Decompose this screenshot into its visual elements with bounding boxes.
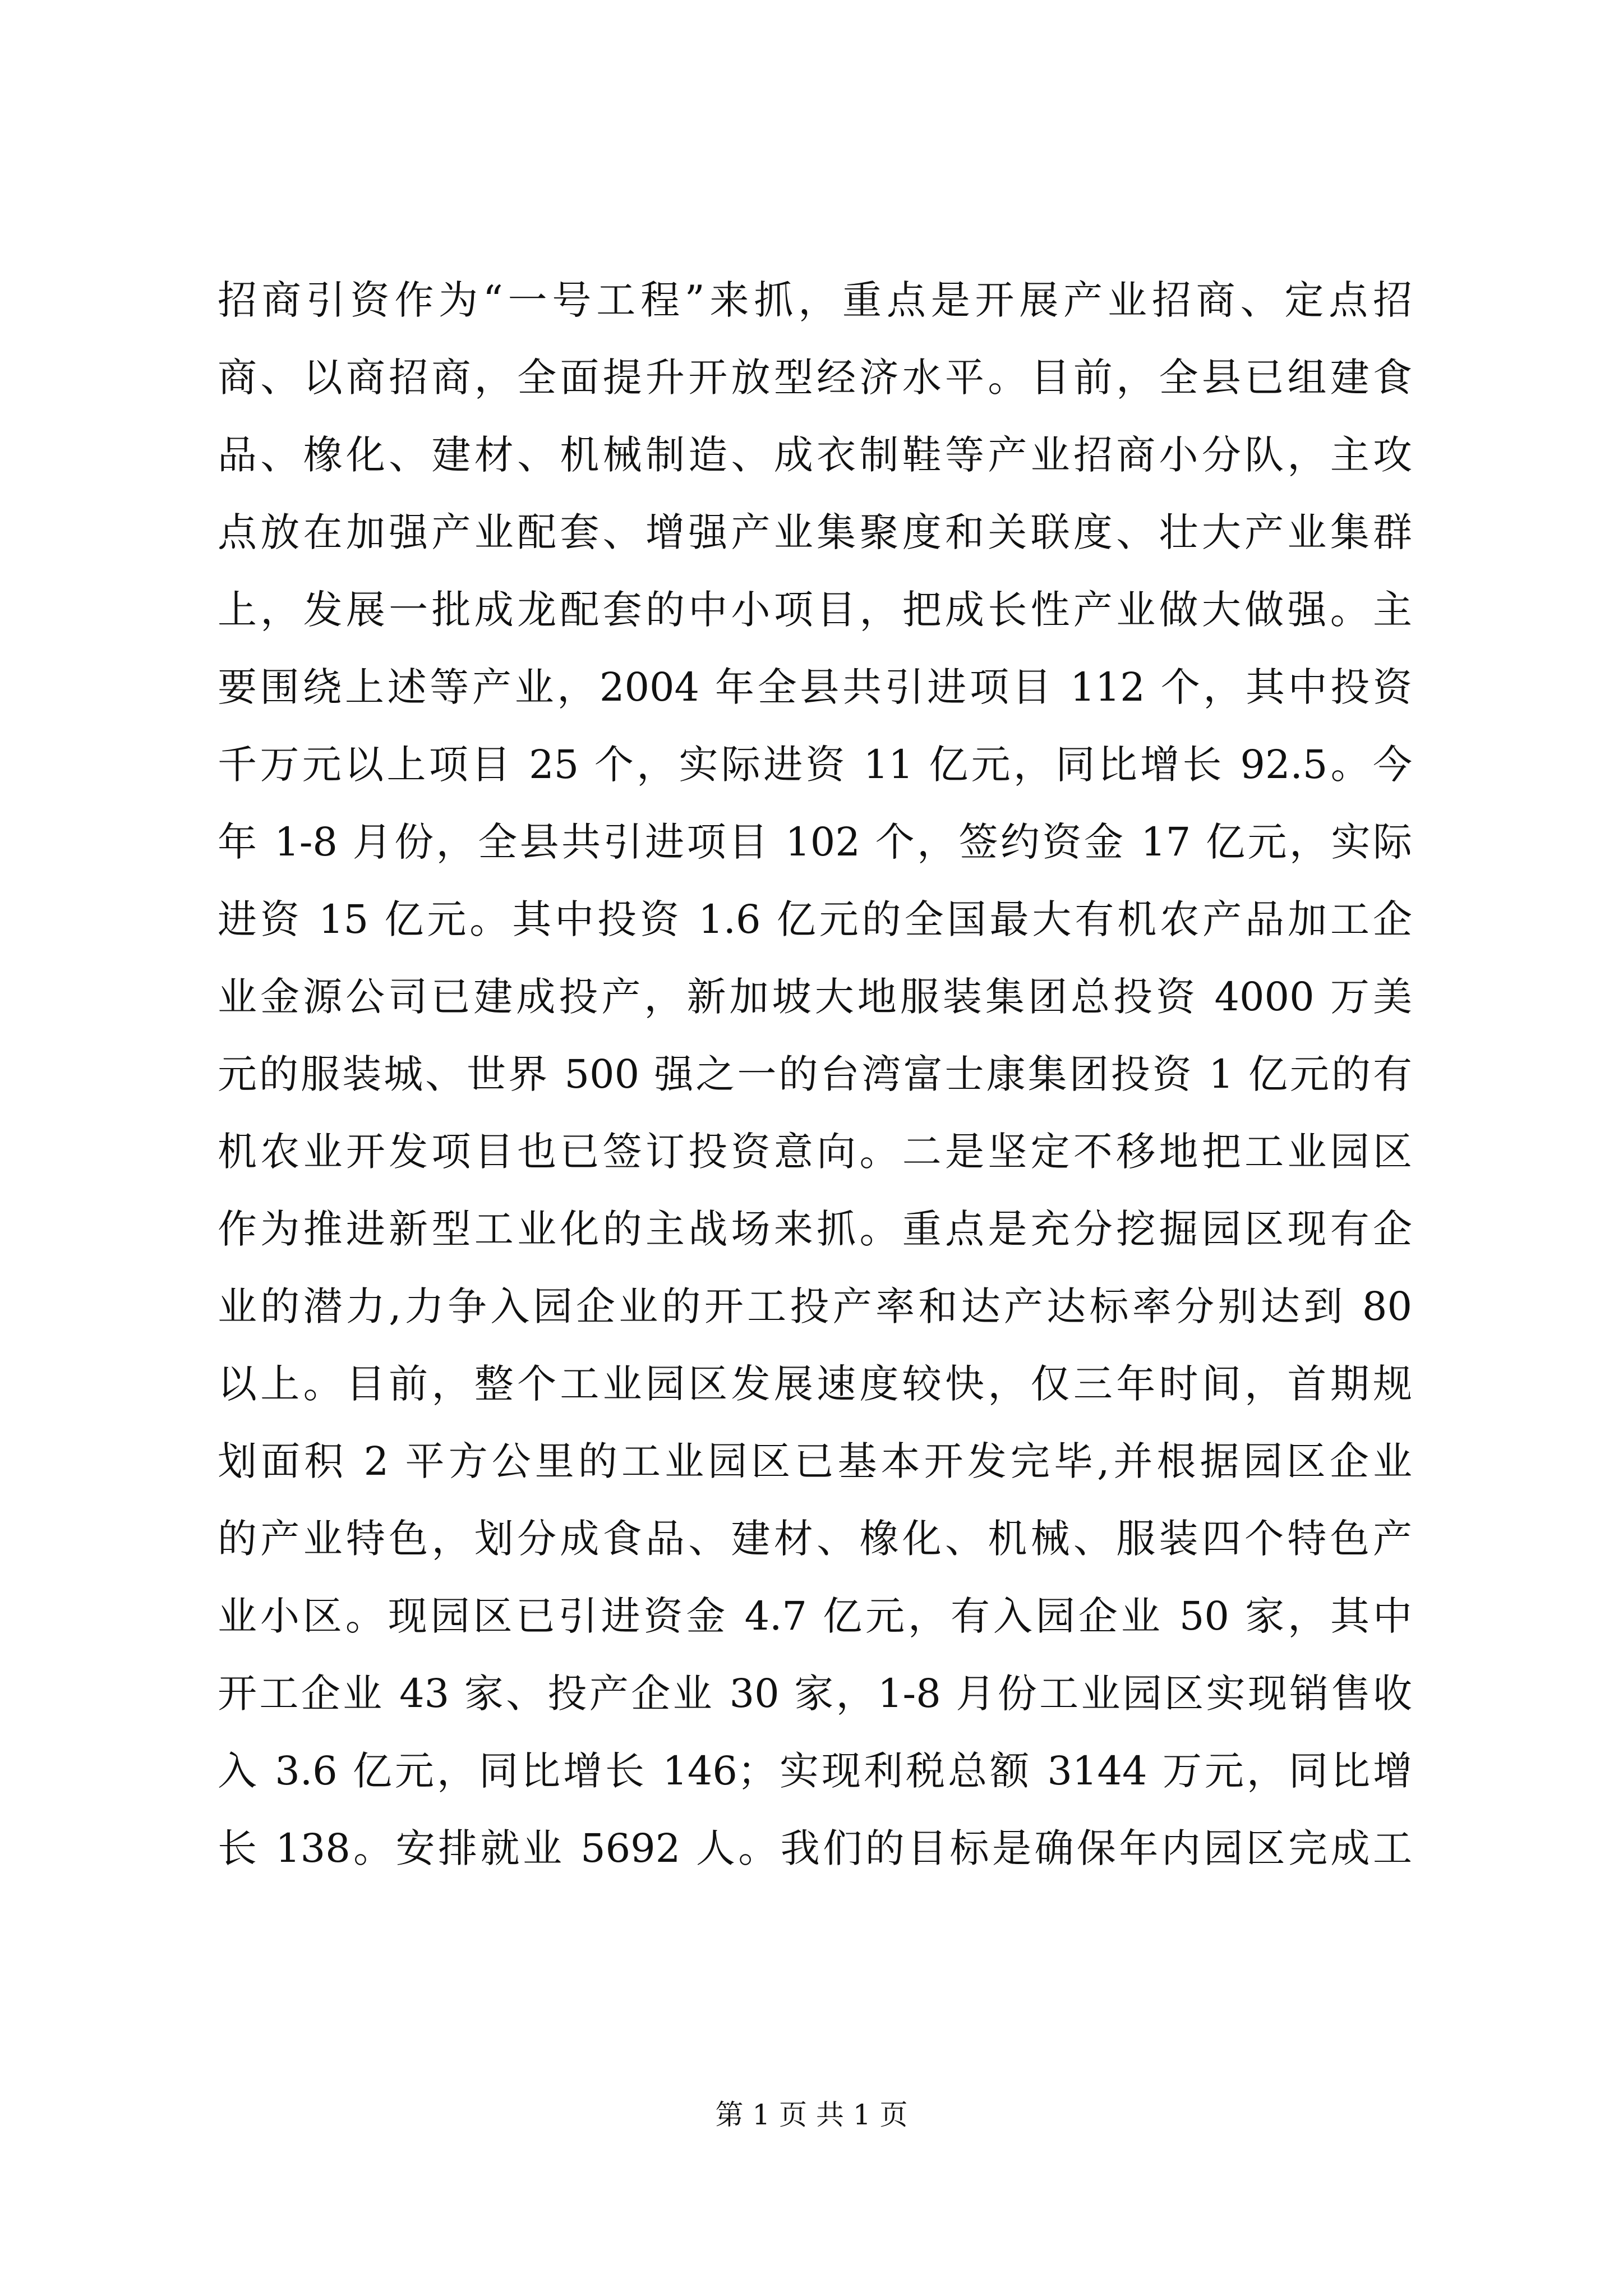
body-text (218, 261, 1412, 1887)
text-line: 品、橡化、建材、机械制造、成衣制鞋等产业招商小分队，主攻 (218, 432, 1412, 478)
text-line: 业小区。现园区已引进资金 4.7 亿元，有入园企业 50 家，其中 (218, 1593, 1412, 1639)
text-line: 入 3.6 亿元，同比增长 146；实现利税总额 3144 万元，同比增 (218, 1748, 1412, 1794)
text-line: 商、以商招商，全面提升开放型经济水平。目前，全县已组建食 (218, 355, 1412, 401)
text-line: 上，发展一批成龙配套的中小项目，把成长性产业做大做强。主 (218, 587, 1412, 633)
text-line: 要围绕上述等产业，2004 年全县共引进项目 112 个，其中投资 (218, 664, 1412, 710)
text-line: 业金源公司已建成投产，新加坡大地服装集团总投资 4000 万美 (218, 974, 1412, 1020)
text-line: 开工企业 43 家、投产企业 30 家，1-8 月份工业园区实现销售收 (218, 1671, 1412, 1717)
text-line: 作为推进新型工业化的主战场来抓。重点是充分挖掘园区现有企 (218, 1206, 1412, 1252)
text-line: 年 1-8 月份，全县共引进项目 102 个，签约资金 17 亿元，实际 (218, 819, 1412, 865)
text-line: 招商引资作为“一号工程”来抓，重点是开展产业招商、定点招 (218, 277, 1412, 323)
text-line: 元的服装城、世界 500 强之一的台湾富士康集团投资 1 亿元的有 (218, 1051, 1412, 1097)
text-line: 千万元以上项目 25 个，实际进资 11 亿元，同比增长 92.5。今 (218, 742, 1412, 788)
text-line: 长 138。安排就业 5692 人。我们的目标是确保年内园区完成工 (218, 1825, 1412, 1871)
text-line: 以上。目前，整个工业园区发展速度较快，仅三年时间，首期规 (218, 1361, 1412, 1407)
text-line: 点放在加强产业配套、增强产业集聚度和关联度、壮大产业集群 (218, 509, 1412, 555)
text-line: 业的潜力,力争入园企业的开工投产率和达产达标率分别达到 80 (218, 1283, 1412, 1329)
text-line: 划面积 2 平方公里的工业园区已基本开发完毕,并根据园区企业 (218, 1438, 1412, 1484)
page-number-footer: 第 1 页 共 1 页 (715, 2099, 908, 2131)
text-line: 进资 15 亿元。其中投资 1.6 亿元的全国最大有机农产品加工企 (218, 896, 1412, 942)
text-line: 机农业开发项目也已签订投资意向。二是坚定不移地把工业园区 (218, 1129, 1412, 1175)
text-line: 的产业特色，划分成食品、建材、橡化、机械、服装四个特色产 (218, 1516, 1412, 1562)
